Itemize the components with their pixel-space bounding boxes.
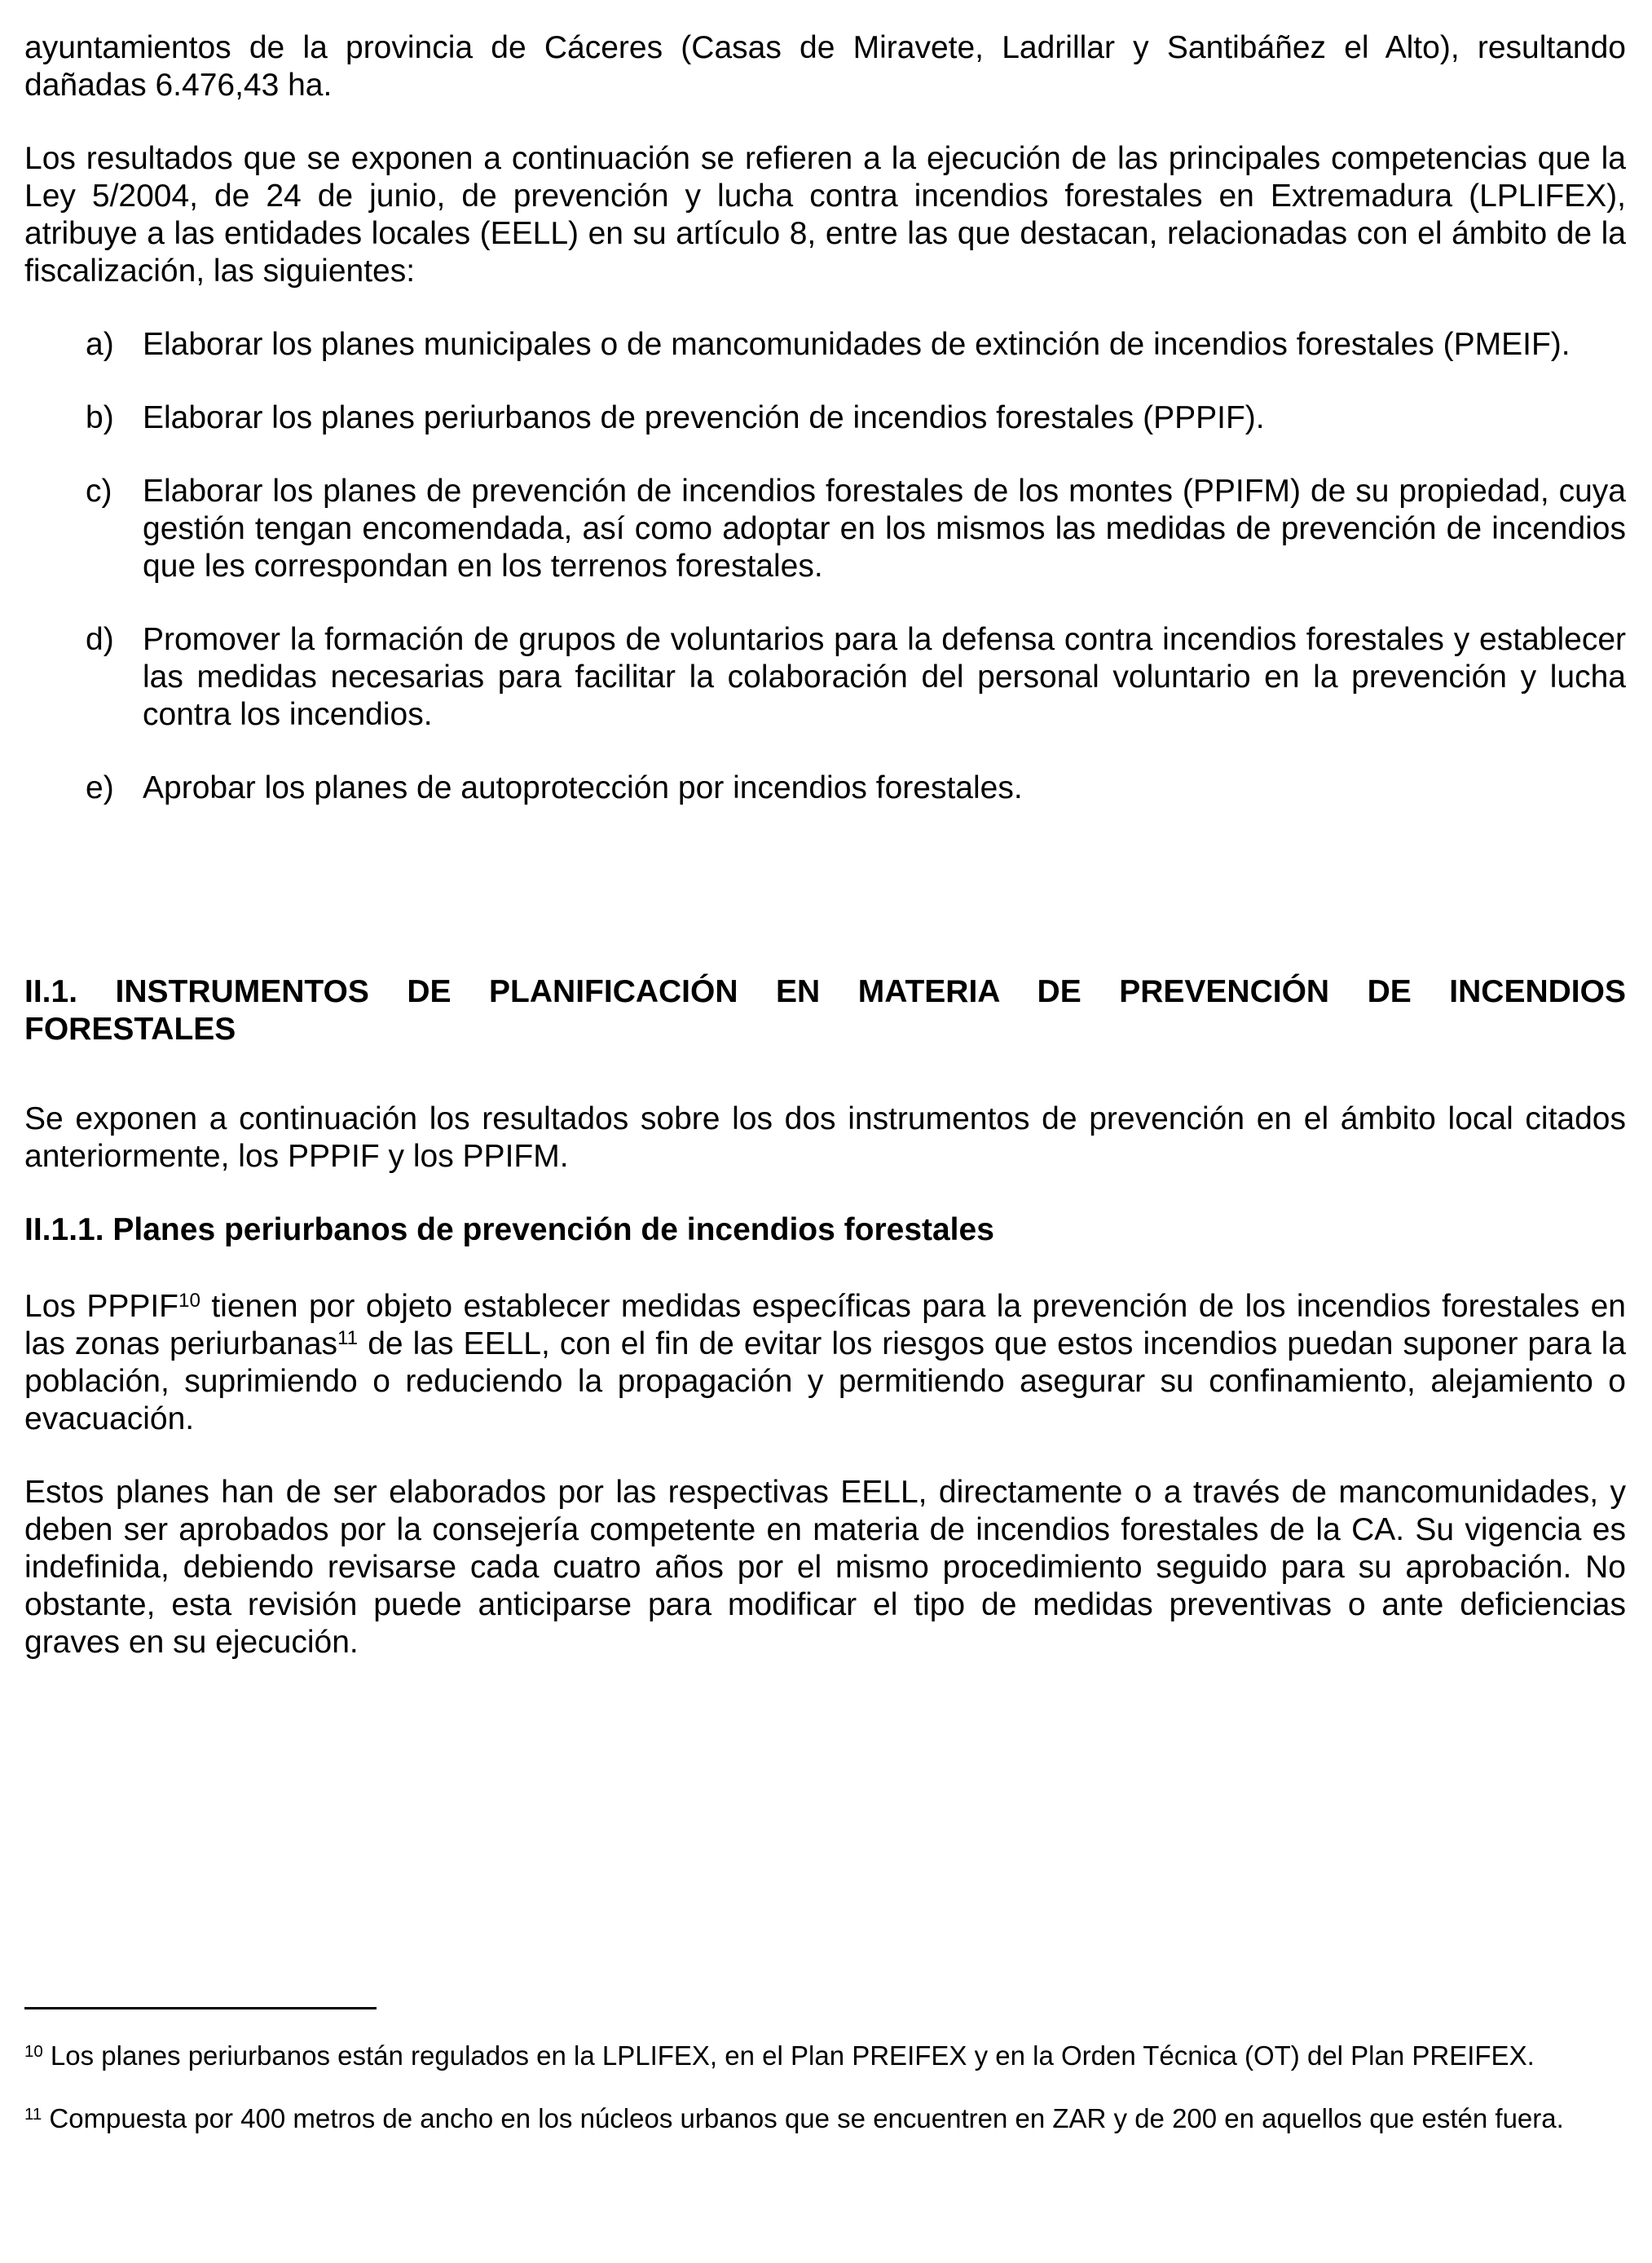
list-marker-c: c) <box>86 474 112 509</box>
list-marker-e: e) <box>86 770 114 805</box>
pppif-text-part2: tienen por objeto establecer medidas específicas para la prevención de los incendios forestales en las zonas periurbanas <box>24 1289 1626 1361</box>
paragraph-section-intro: Se exponen a continuación los resultados sobre los dos instrumentos de prevención en el ámbito local citados anteriormente, los PPPIF y los PPIFM. <box>24 1101 1626 1174</box>
footnote-ref-10: 10 <box>178 1290 200 1312</box>
footnote-10-marker: 10 <box>24 2042 43 2062</box>
paragraph-elaboracion: Estos planes han de ser elaborados por las respectivas EELL, directamente o a través de mancomunidades, y deben ser aprobados por la consejería competente en materia de incendios forestales de la CA. Su vigencia es indefinida, debiendo revisarse cada cuatro años por el mismo procedimiento seguido para su aprobación. No obstante, esta revisión puede anticiparse para modificar el tipo de medidas preventivas o ante deficiencias graves en su ejecución. <box>24 1475 1626 1660</box>
paragraph-intro-continuation: ayuntamientos de la provincia de Cáceres (Casas de Miravete, Ladrillar y Santibáñez el Alto), resultando dañadas 6.476,43 ha. <box>24 30 1626 103</box>
list-marker-d: d) <box>86 622 114 657</box>
pppif-text-part1: Los PPPIF <box>24 1289 179 1324</box>
list-item-c <box>24 473 1626 585</box>
list-marker-a: a) <box>86 327 114 362</box>
subsection-heading: II.1.1. Planes periurbanos de prevención de incendios forestales <box>24 1212 994 1247</box>
section-heading <box>24 973 1626 1048</box>
paragraph-pppif-definition <box>24 1288 1626 1438</box>
footnote-11-text: Compuesta por 400 metros de ancho en los núcleos urbanos que se encuentren en ZAR y de 200 en aquellos que estén fuera. <box>42 2103 1564 2133</box>
list-item-e <box>24 770 1626 807</box>
footnote-10 <box>24 2039 1626 2072</box>
list-item-d <box>24 621 1626 734</box>
list-marker-b: b) <box>86 400 114 435</box>
footnotes-section <box>24 2007 1626 2164</box>
list-item-c-text: Elaborar los planes de prevención de incendios forestales de los montes (PPIFM) de su propiedad, cuya gestión tengan encomendada, así como adoptar en los mismos las medidas de prevención de incendios que les correspondan en los terrenos forestales. <box>143 474 1626 584</box>
footnote-10-text: Los planes periurbanos están regulados en la LPLIFEX, en el Plan PREIFEX y en la Orden Técnica (OT) del Plan PREIFEX. <box>42 2040 1535 2071</box>
footnote-ref-11: 11 <box>337 1327 359 1350</box>
section-heading-line2: FORESTALES <box>24 1012 236 1047</box>
list-item-a-text: Elaborar los planes municipales o de mancomunidades de extinción de incendios forestales (PMEIF). <box>143 327 1571 362</box>
list-item-e-text: Aprobar los planes de autoprotección por incendios forestales. <box>143 770 1023 805</box>
list-item-d-text: Promover la formación de grupos de voluntarios para la defensa contra incendios forestales y establecer las medidas necesarias para facilitar la colaboración del personal voluntario en la prevención y lucha contra los incendios. <box>143 622 1626 732</box>
section-heading-line1: II.1. INSTRUMENTOS DE PLANIFICACIÓN EN MATERIA DE PREVENCIÓN DE INCENDIOS <box>24 974 1626 1009</box>
list-item-b <box>24 399 1626 437</box>
footnote-divider <box>24 2007 377 2009</box>
pppif-text-part3: de las EELL, con el fin de evitar los riesgos que estos incendios puedan suponer para la población, suprimiendo o reduciendo la propagación y permitiendo asegurar su confinamiento, alejamiento o evacuación. <box>24 1326 1626 1436</box>
list-item-b-text: Elaborar los planes periurbanos de prevención de incendios forestales (PPPIF). <box>143 400 1265 435</box>
list-item-a <box>24 326 1626 364</box>
footnote-11-marker: 11 <box>24 2105 42 2124</box>
paragraph-competencias-intro: Los resultados que se exponen a continuación se refieren a la ejecución de las principales competencias que la Ley 5/2004, de 24 de junio, de prevención y lucha contra incendios forestales en Extremadura (LPLIFEX), atribuye a las entidades locales (EELL) en su artículo 8, entre las que destacan, relacionadas con el ámbito de la fiscalización, las siguientes: <box>24 141 1626 289</box>
footnote-11 <box>24 2102 1626 2135</box>
competencias-list <box>24 326 1626 807</box>
